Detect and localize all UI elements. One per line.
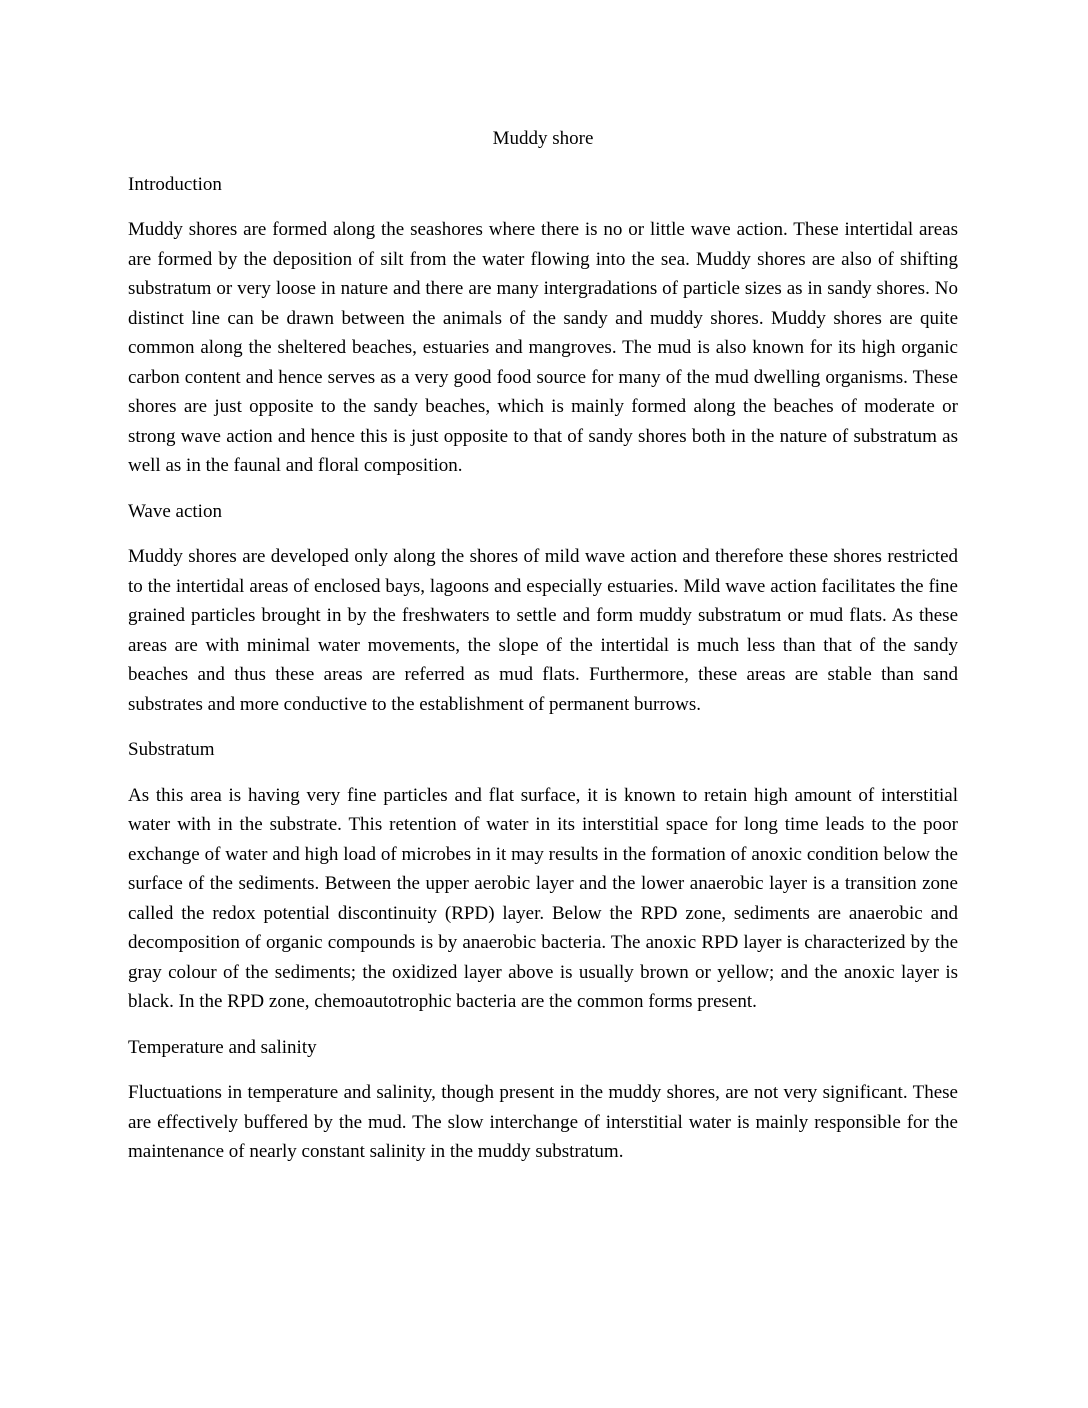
section-paragraph-introduction: Muddy shores are formed along the seashores where there is no or little wave action. These intertidal areas are formed by the deposition of silt from the water flowing into the sea. Muddy shores are also of shifting substratum or very loose in nature and there are many intergradations of particle sizes as in sandy shores. No distinct line can be drawn between the animals of the sandy and muddy shores. Muddy shores are quite common along the sheltered beaches, estuaries and mangroves. The mud is also known for its high organic carbon content and hence serves as a very good food source for many of the mud dwelling organisms. These shores are just opposite to the sandy beaches, which is mainly formed along the beaches of moderate or strong wave action and hence this is just opposite to that of sandy shores both in the nature of substratum as well as in the faunal and floral composition. bbox=[128, 219, 958, 476]
section-heading-temperature-and-salinity: Temperature and salinity bbox=[128, 1036, 317, 1058]
section-paragraph-wave-action: Muddy shores are developed only along the shores of mild wave action and therefore these shores restricted to the intertidal areas of enclosed bays, lagoons and especially estuaries. Mild wave action facilitates the fine grained particles brought in by the freshwaters to settle and form muddy substratum or mud flats. As these areas are with minimal water movements, the slope of the intertidal is much less than that of the sandy beaches and thus these areas are referred as mud flats. Furthermore, these areas are stable than sand substrates and more conductive to the establishment of permanent burrows. bbox=[128, 546, 958, 715]
section-paragraph-temperature-and-salinity: Fluctuations in temperature and salinity, though present in the muddy shores, are not very significant. These are effectively buffered by the mud. The slow interchange of interstitial water is mainly responsible for the maintenance of nearly constant salinity in the muddy substratum. bbox=[128, 1082, 958, 1162]
section-temperature-and-salinity bbox=[128, 1033, 958, 1167]
section-heading-introduction: Introduction bbox=[128, 173, 222, 195]
section-introduction bbox=[128, 170, 958, 481]
section-heading-substratum: Substratum bbox=[128, 739, 215, 760]
document-title: Muddy shore bbox=[492, 128, 594, 149]
section-wave-action bbox=[128, 497, 958, 720]
section-substratum bbox=[128, 735, 958, 1017]
section-paragraph-substratum: As this area is having very fine particles and flat surface, it is known to retain high amount of interstitial water with in the substrate. This retention of water in its interstitial space for long time leads to the poor exchange of water and high load of microbes in it may results in the formation of anoxic condition below the surface of the sediments. Between the upper aerobic layer and the lower anaerobic layer is a transition zone called the redox potential discontinuity (RPD) layer. Below the RPD zone, sediments are anaerobic and decomposition of organic compounds is by anaerobic bacteria. The anoxic RPD layer is characterized by the gray colour of the sediments; the oxidized layer above is usually brown or yellow; and the anoxic layer is black. In the RPD zone, chemoautotrophic bacteria are the common forms present. bbox=[128, 784, 958, 1012]
section-heading-wave-action: Wave action bbox=[128, 500, 222, 522]
